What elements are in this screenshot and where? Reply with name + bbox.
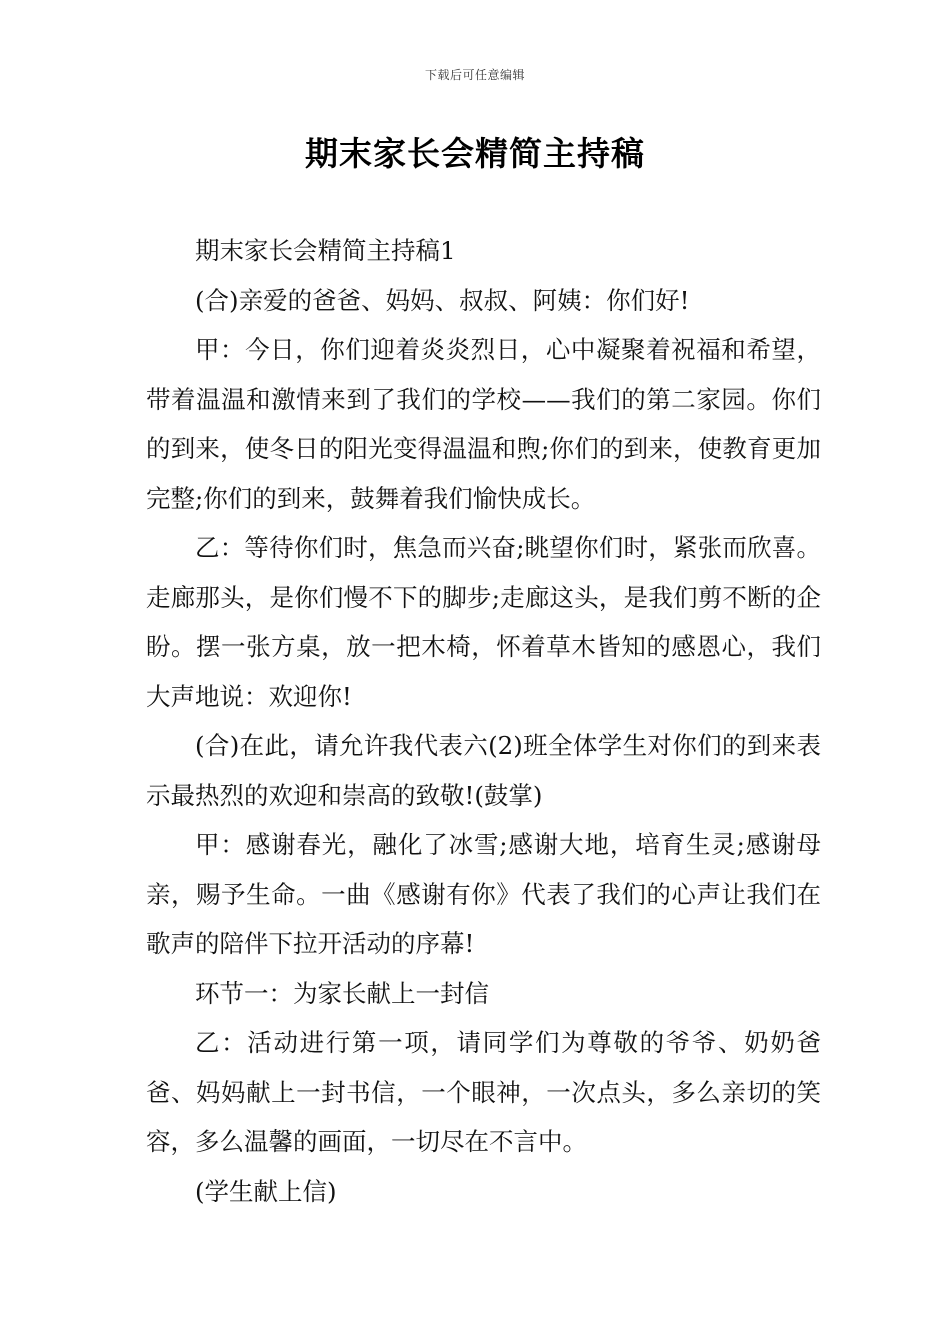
document-body <box>146 226 821 1216</box>
paragraph-jia-2: 甲：感谢春光，融化了冰雪;感谢大地，培育生灵;感谢母亲，赐予生命。一曲《感谢有你》代表了我们的心声让我们在歌声的陪伴下拉开活动的序幕! <box>146 830 821 958</box>
paragraph-greeting: (合)亲爱的爸爸、妈妈、叔叔、阿姨：你们好! <box>195 285 690 315</box>
paragraph-section-1: 环节一：为家长献上一封信 <box>195 978 489 1008</box>
paragraph-stage-direction: (学生献上信) <box>195 1176 337 1206</box>
paragraph-subtitle: 期末家长会精简主持稿1 <box>195 236 456 265</box>
paragraph-he-welcome: (合)在此，请允许我代表六(2)班全体学生对你们的到来表示最热烈的欢迎和崇高的致敬!(鼓掌) <box>146 731 821 810</box>
paragraph-yi-2: 乙：活动进行第一项，请同学们为尊敬的爷爷、奶奶爸爸、妈妈献上一封书信，一个眼神，一次点头，多么亲切的笑容，多么温馨的画面，一切尽在不言中。 <box>146 1028 821 1156</box>
document-title: 期末家长会精简主持稿 <box>305 134 645 173</box>
paragraph-jia-1: 甲：今日，你们迎着炎炎烈日，心中凝聚着祝福和希望，带着温温和激情来到了我们的学校——我们的第二家园。你们的到来，使冬日的阳光变得温温和煦;你们的到来，使教育更加完整;你们的到来，鼓舞着我们愉快成长。 <box>146 335 821 513</box>
header-note: 下载后可任意编辑 <box>424 68 525 82</box>
paragraph-yi-1: 乙：等待你们时，焦急而兴奋;眺望你们时，紧张而欣喜。走廊那头，是你们慢不下的脚步;走廊这头，是我们剪不断的企盼。摆一张方桌，放一把木椅，怀着草木皆知的感恩心，我们大声地说：欢迎你! <box>146 533 821 711</box>
